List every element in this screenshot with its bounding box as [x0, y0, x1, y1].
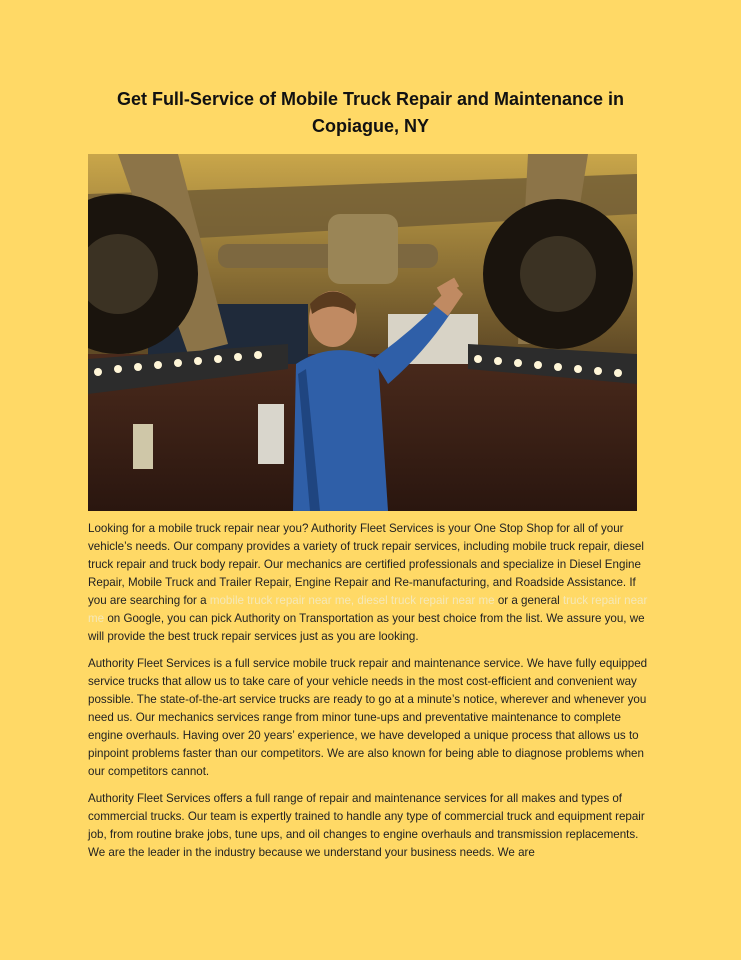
- page-title: Get Full-Service of Mobile Truck Repair and Maintenance in Copiague, NY: [116, 89, 625, 136]
- mechanic-photo: [88, 154, 637, 511]
- intro-text-c: on Google, you can pick Authority on Transportation as your best choice from the list. We assure you, we will provide the best truck repair services just as you are looking.: [88, 612, 645, 643]
- article-body: [88, 520, 654, 871]
- intro-text-b: or a general: [494, 594, 563, 607]
- intro-text-a: Looking for a mobile truck repair near you? Authority Fleet Services is your One Stop Shop for all of your vehicle’s needs. Our company provides a variety of truck repair services, including mobile truck repair, diesel truck repair and truck body repair. Our mechanics are certified professionals and specialize in Diesel Engine Repair, Mobile Truck and Trailer Repair, Engine Repair and Re-manufacturing, and Roadside Assistance. If you are searching for a: [88, 522, 644, 607]
- paragraph-services: Authority Fleet Services is a full service mobile truck repair and maintenance service. We have fully equipped service trucks that allow us to take care of your vehicle needs in the most cost-efficient and convenient way possible. The state-of-the-art service trucks are ready to go at a minute’s notice, wherever and whenever you need us. Our mechanics services range from minor tune-ups and preventative maintenance to complete engine overhauls. Having over 20 years’ experience, we have developed a unique process that allows us to pinpoint problems faster than our competitors. We are also known for being able to diagnose problems when our competitors cannot.: [88, 657, 648, 778]
- paragraph-intro: [88, 520, 654, 646]
- diesel-truck-repair-link[interactable]: mobile truck repair near me, diesel truck repair near me: [209, 594, 495, 607]
- mechanic-photo-illustration: [88, 154, 637, 511]
- paragraph-commercial: Authority Fleet Services offers a full range of repair and maintenance services for all makes and types of commercial trucks. Our team is expertly trained to handle any type of commercial truck and equipment repair job, from routine brake jobs, tune ups, and oil changes to engine overhauls and transmission replacements. We are the leader in the industry because we understand your business needs. We are: [88, 792, 645, 859]
- truck-repair-near-me-link[interactable]: truck repair near me: [88, 594, 648, 625]
